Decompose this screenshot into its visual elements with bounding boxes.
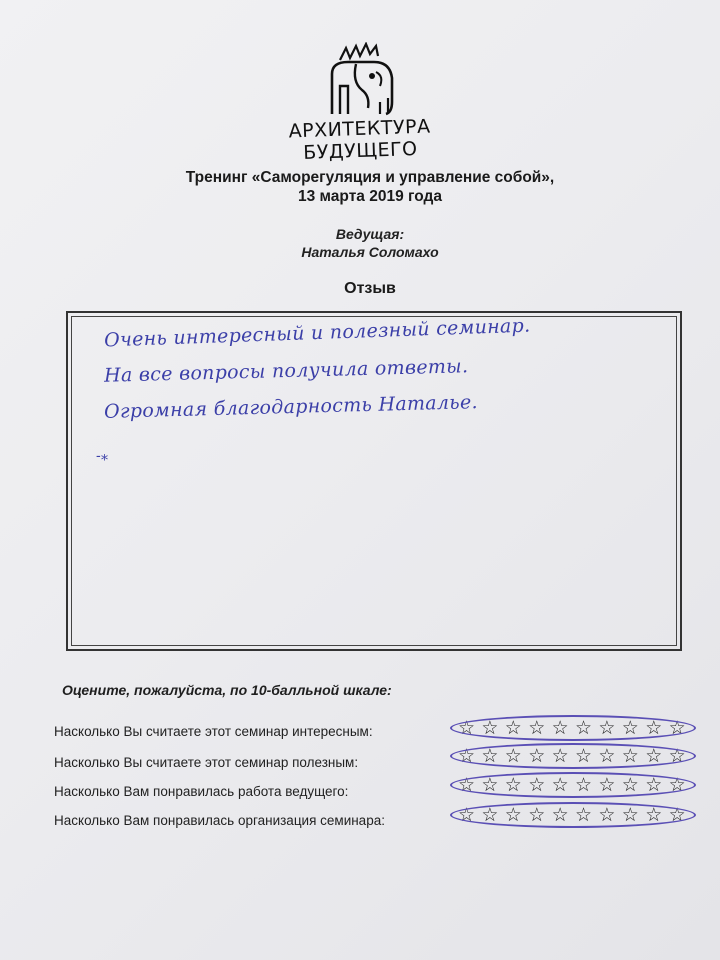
star-icon: ☆ — [621, 746, 639, 767]
star-rating-4 — [452, 802, 702, 832]
title-line-2: 13 марта 2019 года — [298, 188, 442, 205]
star-icon: ☆ — [598, 775, 616, 796]
title-line-1: Тренинг «Саморегуляция и управление собой», — [185, 169, 555, 186]
star-icon: ☆ — [458, 775, 476, 796]
star-icon: ☆ — [458, 718, 476, 739]
elephant-icon — [318, 42, 408, 122]
star-icon: ☆ — [575, 746, 593, 767]
review-line-1: Очень интересный и полезный семинар. — [103, 314, 531, 352]
section-title: Отзыв — [344, 280, 396, 297]
score-circle — [450, 743, 696, 769]
star-rating-3 — [452, 772, 702, 802]
star-icon: ☆ — [551, 805, 569, 826]
star-icon: ☆ — [528, 718, 546, 739]
star-icon: ☆ — [481, 805, 499, 826]
star-icon: ☆ — [481, 775, 499, 796]
host-label: Ведущая: — [335, 226, 405, 242]
star-icon: ☆ — [458, 805, 476, 826]
star-icon: ☆ — [551, 746, 569, 767]
page-title — [120, 168, 620, 206]
star-icon: ☆ — [551, 718, 569, 739]
star-icon: ☆ — [481, 746, 499, 767]
star-icon: ☆ — [575, 775, 593, 796]
ink-mark: -⁎ — [96, 448, 109, 464]
rating-question-1: Насколько Вы считаете этот семинар интересным: — [54, 724, 373, 739]
star-icon: ☆ — [598, 746, 616, 767]
star-rating-1 — [452, 715, 702, 745]
star-icon: ☆ — [598, 805, 616, 826]
star-icon: ☆ — [575, 805, 593, 826]
star-icon: ☆ — [668, 746, 686, 767]
star-icon: ☆ — [668, 775, 686, 796]
star-icon: ☆ — [668, 805, 686, 826]
rating-question-2: Насколько Вы считаете этот семинар полезным: — [54, 755, 359, 770]
star-icon: ☆ — [528, 805, 546, 826]
score-circle — [450, 715, 696, 741]
star-icon: ☆ — [504, 746, 522, 767]
star-icon: ☆ — [504, 718, 522, 739]
star-icon: ☆ — [645, 718, 663, 739]
star-icon: ☆ — [458, 746, 476, 767]
star-rating-2 — [452, 743, 702, 773]
star-icon: ☆ — [621, 775, 639, 796]
star-icon: ☆ — [528, 746, 546, 767]
rating-question-4: Насколько Вам понравилась организация семинара: — [54, 813, 385, 828]
star-icon: ☆ — [645, 746, 663, 767]
rating-heading: Оцените, пожалуйста, по 10-балльной шкале: — [62, 682, 392, 698]
star-icon: ☆ — [668, 718, 686, 739]
star-icon: ☆ — [481, 718, 499, 739]
star-icon: ☆ — [504, 805, 522, 826]
rating-question-3: Насколько Вам понравилась работа ведущего: — [54, 784, 349, 799]
score-circle — [450, 772, 696, 798]
review-line-2: На все вопросы получила ответы. — [103, 355, 469, 387]
star-icon: ☆ — [528, 775, 546, 796]
star-icon: ☆ — [575, 718, 593, 739]
logo-text: АРХИТЕКТУРА БУДУЩЕГО — [288, 115, 431, 164]
star-icon: ☆ — [598, 718, 616, 739]
review-line-3: Огромная благодарность Наталье. — [103, 391, 479, 423]
score-circle — [450, 802, 696, 828]
star-icon: ☆ — [645, 805, 663, 826]
star-icon: ☆ — [621, 718, 639, 739]
star-icon: ☆ — [504, 775, 522, 796]
star-icon: ☆ — [551, 775, 569, 796]
star-icon: ☆ — [621, 805, 639, 826]
host-name: Наталья Соломахо — [301, 244, 439, 260]
star-icon: ☆ — [645, 775, 663, 796]
